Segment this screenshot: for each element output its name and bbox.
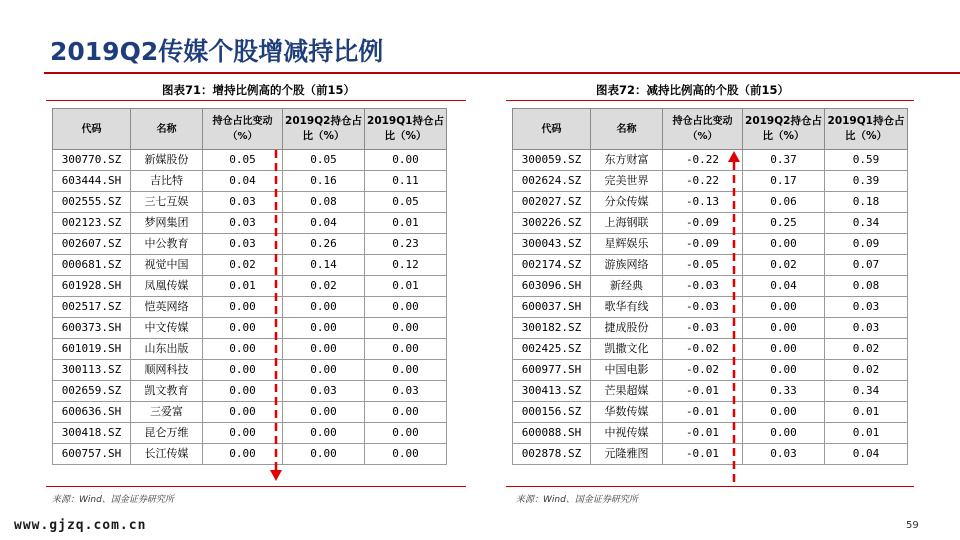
table-cell: 东方财富 xyxy=(591,150,663,171)
table-cell: 0.02 xyxy=(743,255,825,276)
table-cell: 0.00 xyxy=(365,402,447,423)
table-cell: 002123.SZ xyxy=(53,213,131,234)
table-cell: 601928.SH xyxy=(53,276,131,297)
table-cell: -0.05 xyxy=(663,255,743,276)
table-cell: 0.33 xyxy=(743,381,825,402)
table-cell: 0.01 xyxy=(825,402,908,423)
table-cell: -0.03 xyxy=(663,276,743,297)
table-cell: 山东出版 xyxy=(131,339,203,360)
table-cell: 梦网集团 xyxy=(131,213,203,234)
table-cell: 凯撒文化 xyxy=(591,339,663,360)
table-cell: 0.00 xyxy=(743,360,825,381)
table-cell: 002659.SZ xyxy=(53,381,131,402)
table-cell: 0.04 xyxy=(203,171,283,192)
table-cell: 顺网科技 xyxy=(131,360,203,381)
table-cell: 芒果超媒 xyxy=(591,381,663,402)
table-cell: 0.00 xyxy=(743,318,825,339)
table-cell: 0.00 xyxy=(203,339,283,360)
table-cell: 0.00 xyxy=(203,297,283,318)
table-cell: 0.00 xyxy=(283,318,365,339)
table-cell: 中公教育 xyxy=(131,234,203,255)
table-cell: 601019.SH xyxy=(53,339,131,360)
table-cell: 0.03 xyxy=(825,318,908,339)
table-cell: -0.01 xyxy=(663,402,743,423)
left-table-header-3: 2019Q2持仓占比（%） xyxy=(283,109,365,150)
table-cell: 0.09 xyxy=(825,234,908,255)
decrease-arrow-up xyxy=(728,151,740,484)
table-cell: 002027.SZ xyxy=(513,192,591,213)
table-cell: 002624.SZ xyxy=(513,171,591,192)
table-cell: -0.02 xyxy=(663,339,743,360)
right-table-header-3: 2019Q2持仓占比（%） xyxy=(743,109,825,150)
table-cell: 0.01 xyxy=(365,213,447,234)
table-cell: -0.02 xyxy=(663,360,743,381)
table-cell: 0.00 xyxy=(203,423,283,444)
table-cell: 视觉中国 xyxy=(131,255,203,276)
table-cell: -0.09 xyxy=(663,234,743,255)
table-cell: 0.11 xyxy=(365,171,447,192)
table-cell: 300770.SZ xyxy=(53,150,131,171)
table-cell: 002555.SZ xyxy=(53,192,131,213)
table-cell: 600088.SH xyxy=(513,423,591,444)
table-cell: 0.02 xyxy=(283,276,365,297)
table-cell: 0.04 xyxy=(743,276,825,297)
table-cell: 元隆雅图 xyxy=(591,444,663,465)
table-cell: 0.01 xyxy=(825,423,908,444)
table-cell: 中文传媒 xyxy=(131,318,203,339)
table-cell: -0.01 xyxy=(663,444,743,465)
table-cell: 0.23 xyxy=(365,234,447,255)
table-cell: 0.04 xyxy=(825,444,908,465)
increase-arrow-down xyxy=(270,150,282,481)
table-cell: 长江传媒 xyxy=(131,444,203,465)
table-cell: 0.00 xyxy=(365,318,447,339)
table-cell: 0.00 xyxy=(365,444,447,465)
table-cell: 0.00 xyxy=(283,402,365,423)
table-cell: 600373.SH xyxy=(53,318,131,339)
table-cell: 0.00 xyxy=(365,360,447,381)
left-table-header-1: 名称 xyxy=(131,109,203,150)
table-cell: 002174.SZ xyxy=(513,255,591,276)
table-cell: 0.00 xyxy=(365,423,447,444)
table-cell: 0.00 xyxy=(283,423,365,444)
table-cell: 上海钢联 xyxy=(591,213,663,234)
table-cell: 0.08 xyxy=(825,276,908,297)
table-cell: 0.05 xyxy=(203,150,283,171)
table-cell: 0.06 xyxy=(743,192,825,213)
table-cell: 000681.SZ xyxy=(53,255,131,276)
table-cell: 300226.SZ xyxy=(513,213,591,234)
table-cell: 0.34 xyxy=(825,381,908,402)
footer-website: www.gjzq.com.cn xyxy=(14,518,147,533)
table-cell: 0.05 xyxy=(283,150,365,171)
table-cell: 0.07 xyxy=(825,255,908,276)
table-cell: 600037.SH xyxy=(513,297,591,318)
table-cell: 002878.SZ xyxy=(513,444,591,465)
table-cell: 0.14 xyxy=(283,255,365,276)
table-cell: 0.00 xyxy=(365,339,447,360)
table-cell: 0.16 xyxy=(283,171,365,192)
table-cell: 000156.SZ xyxy=(513,402,591,423)
table-cell: 603444.SH xyxy=(53,171,131,192)
table-cell: 三爱富 xyxy=(131,402,203,423)
table-cell: 300418.SZ xyxy=(53,423,131,444)
table-cell: 0.03 xyxy=(365,381,447,402)
table-cell: -0.01 xyxy=(663,423,743,444)
table-cell: 0.02 xyxy=(203,255,283,276)
right-table-header-2: 持仓占比变动（%） xyxy=(663,109,743,150)
table-cell: 0.00 xyxy=(203,402,283,423)
table-cell: 0.59 xyxy=(825,150,908,171)
table-cell: 0.08 xyxy=(283,192,365,213)
table-cell: 600977.SH xyxy=(513,360,591,381)
table-cell: 300059.SZ xyxy=(513,150,591,171)
table-cell: 600636.SH xyxy=(53,402,131,423)
table-cell: 新媒股份 xyxy=(131,150,203,171)
right-table-header-4: 2019Q1持仓占比（%） xyxy=(825,109,908,150)
table-cell: 新经典 xyxy=(591,276,663,297)
table-cell: 0.03 xyxy=(203,192,283,213)
table-cell: 0.00 xyxy=(743,402,825,423)
table-cell: 0.00 xyxy=(283,360,365,381)
table-cell: 歌华有线 xyxy=(591,297,663,318)
table-cell: 0.03 xyxy=(203,213,283,234)
table-cell: -0.22 xyxy=(663,171,743,192)
table-cell: 星辉娱乐 xyxy=(591,234,663,255)
table-cell: 600757.SH xyxy=(53,444,131,465)
right-table-header-1: 名称 xyxy=(591,109,663,150)
table-cell: 0.05 xyxy=(365,192,447,213)
right-source-note: 来源：Wind、国金证券研究所 xyxy=(516,495,638,505)
table-cell: 300043.SZ xyxy=(513,234,591,255)
table-cell: -0.03 xyxy=(663,297,743,318)
table-cell: 0.00 xyxy=(365,150,447,171)
table-cell: 华数传媒 xyxy=(591,402,663,423)
table-cell: 0.01 xyxy=(203,276,283,297)
table-cell: 0.26 xyxy=(283,234,365,255)
table-cell: 完美世界 xyxy=(591,171,663,192)
table-cell: 002517.SZ xyxy=(53,297,131,318)
table-cell: 0.03 xyxy=(743,444,825,465)
right-table-caption: 图表72：减持比例高的个股（前15） xyxy=(596,83,790,97)
table-cell: 中视传媒 xyxy=(591,423,663,444)
table-cell: -0.09 xyxy=(663,213,743,234)
table-cell: 中国电影 xyxy=(591,360,663,381)
table-cell: 吉比特 xyxy=(131,171,203,192)
table-cell: 恺英网络 xyxy=(131,297,203,318)
page-number: 59 xyxy=(906,520,919,531)
table-cell: -0.03 xyxy=(663,318,743,339)
table-cell: 0.00 xyxy=(203,444,283,465)
table-cell: 0.03 xyxy=(283,381,365,402)
left-table-header-0: 代码 xyxy=(53,109,131,150)
left-table-header-4: 2019Q1持仓占比（%） xyxy=(365,109,447,150)
right-table-header-0: 代码 xyxy=(513,109,591,150)
page-title: 2019Q2传媒个股增减持比例 xyxy=(50,37,384,66)
table-cell: 0.03 xyxy=(203,234,283,255)
table-cell: 0.37 xyxy=(743,150,825,171)
table-cell: 游族网络 xyxy=(591,255,663,276)
table-cell: 0.12 xyxy=(365,255,447,276)
table-cell: 0.01 xyxy=(365,276,447,297)
table-cell: 凯文教育 xyxy=(131,381,203,402)
left-table-caption: 图表71：增持比例高的个股（前15） xyxy=(162,83,356,97)
table-cell: 0.00 xyxy=(743,423,825,444)
table-cell: 0.00 xyxy=(283,444,365,465)
table-cell: 0.00 xyxy=(203,360,283,381)
table-cell: 0.00 xyxy=(743,339,825,360)
table-cell: 0.04 xyxy=(283,213,365,234)
table-cell: 002607.SZ xyxy=(53,234,131,255)
table-cell: 0.00 xyxy=(283,297,365,318)
left-table-header-2: 持仓占比变动（%） xyxy=(203,109,283,150)
table-cell: 603096.SH xyxy=(513,276,591,297)
table-cell: 0.17 xyxy=(743,171,825,192)
table-cell: 0.03 xyxy=(825,297,908,318)
table-cell: 0.00 xyxy=(365,297,447,318)
table-cell: 0.25 xyxy=(743,213,825,234)
table-cell: 300413.SZ xyxy=(513,381,591,402)
table-cell: 0.02 xyxy=(825,360,908,381)
left-source-note: 来源：Wind、国金证券研究所 xyxy=(52,495,174,505)
table-cell: 0.00 xyxy=(743,297,825,318)
table-cell: 捷成股份 xyxy=(591,318,663,339)
table-cell: -0.13 xyxy=(663,192,743,213)
table-cell: 0.18 xyxy=(825,192,908,213)
table-cell: 0.00 xyxy=(203,318,283,339)
table-cell: 0.02 xyxy=(825,339,908,360)
table-cell: 三七互娱 xyxy=(131,192,203,213)
table-cell: 300182.SZ xyxy=(513,318,591,339)
table-cell: 昆仑万维 xyxy=(131,423,203,444)
table-cell: 0.00 xyxy=(283,339,365,360)
table-cell: 0.00 xyxy=(203,381,283,402)
table-cell: 分众传媒 xyxy=(591,192,663,213)
table-cell: 0.34 xyxy=(825,213,908,234)
table-cell: 002425.SZ xyxy=(513,339,591,360)
table-cell: 300113.SZ xyxy=(53,360,131,381)
table-cell: 凤凰传媒 xyxy=(131,276,203,297)
table-cell: -0.22 xyxy=(663,150,743,171)
table-cell: -0.01 xyxy=(663,381,743,402)
table-cell: 0.39 xyxy=(825,171,908,192)
table-cell: 0.00 xyxy=(743,234,825,255)
